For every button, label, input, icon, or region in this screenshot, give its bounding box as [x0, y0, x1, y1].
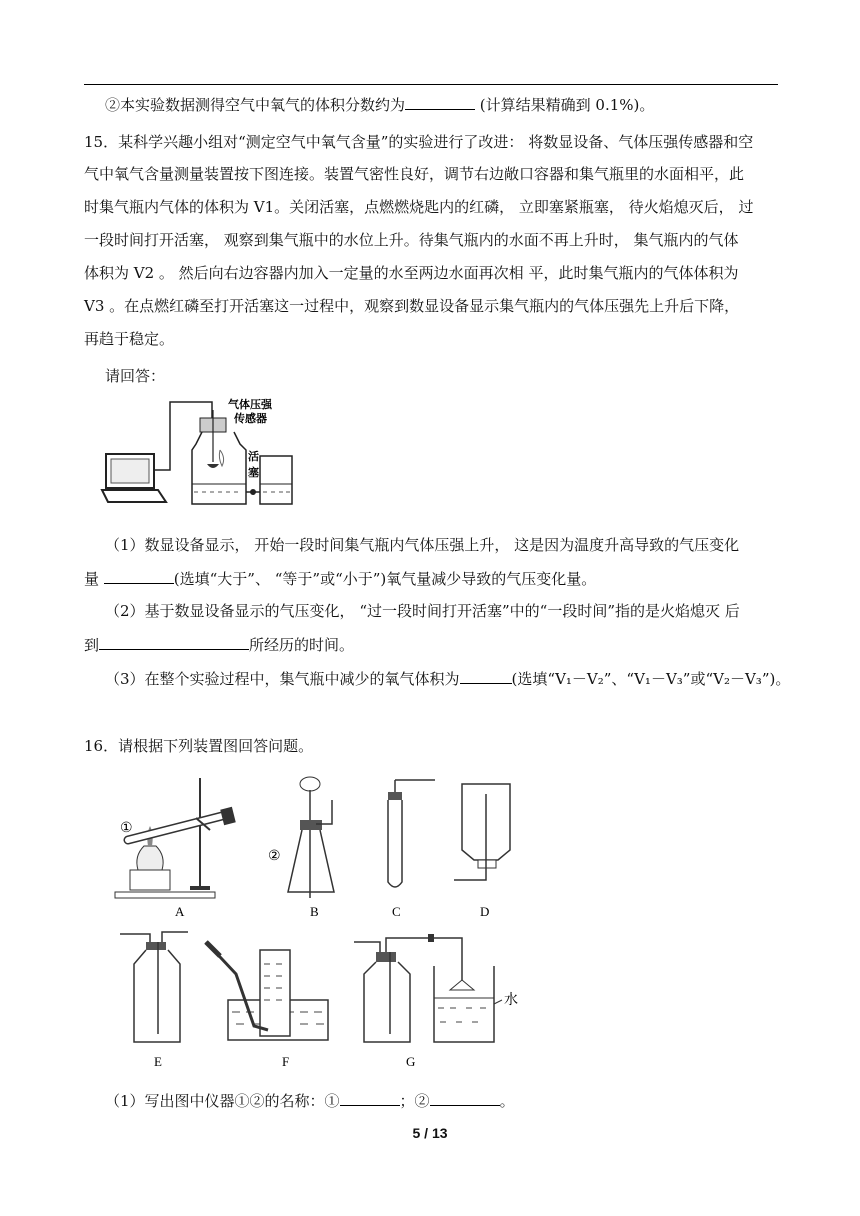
apparatus-c-icon	[388, 780, 435, 887]
q15-sub3: （3）在整个实验过程中，集气瓶中减少的氧气体积为 (选填“V₁－V₂”、“V₁－V₃”或“V₂－V₃”)。	[105, 670, 791, 688]
q15-sub2-line2: 到 所经历的时间。	[84, 636, 355, 654]
q15-line-1: 15．某科学兴趣小组对“测定空气中氧气含量”的实验进行了改进： 将数显设备、气体压强传感器和空	[84, 133, 754, 151]
q16-title: 16．请根据下列装置图回答问题。	[84, 737, 314, 755]
apparatus-d-icon	[454, 784, 510, 880]
valve-label-2: 塞	[248, 466, 259, 479]
apparatus-figure-row2	[110, 930, 530, 1070]
answer-blank[interactable]	[460, 668, 512, 684]
q16-sub1: （1）写出图中仪器①②的名称：① ；② 。	[105, 1092, 515, 1110]
apparatus-b-icon	[288, 777, 334, 898]
sensor-label-2: 传感器	[234, 412, 267, 425]
answer-blank-1[interactable]	[340, 1090, 400, 1106]
label-g: G	[406, 1054, 416, 1069]
header-rule	[84, 84, 778, 85]
q15-sub2-line1: （2）基于数显设备显示的气压变化， “过一段时间打开活塞”中的“一段时间”指的是火焰熄灭 后	[105, 602, 740, 620]
apparatus-f-icon	[206, 942, 328, 1040]
apparatus-e-icon	[120, 932, 188, 1042]
answer-blank[interactable]	[405, 94, 475, 110]
q15-sub1-line1: （1）数显设备显示， 开始一段时间集气瓶内气体压强上升， 这是因为温度升高导致的气压变化	[105, 536, 740, 554]
label-f: F	[282, 1054, 290, 1069]
open-container-icon	[260, 456, 292, 504]
apparatus-a-icon	[115, 778, 236, 898]
sensor-label-1: 气体压强	[228, 398, 272, 411]
pressure-sensor-apparatus-figure	[100, 392, 300, 510]
answer-blank[interactable]	[104, 568, 174, 584]
q15-sub1-line2: 量 (选填“大于”、 “等于”或“小于”)氧气量减少导致的气压变化量。	[84, 570, 597, 588]
water-label: 水	[504, 992, 518, 1008]
q15-line-7: 再趋于稳定。	[84, 330, 175, 348]
q15-line-5: 体积为 V2 。 然后向右边容器内加入一定量的水至两边水面再次相 平，此时集气瓶内的气体体积为	[84, 264, 739, 282]
page-number: 5 / 13	[412, 1125, 448, 1141]
label-e: E	[154, 1054, 162, 1069]
answer-blank-2[interactable]	[430, 1090, 500, 1106]
valve-icon	[250, 489, 256, 495]
apparatus-figure-row1	[110, 770, 540, 920]
apparatus-g-icon	[354, 934, 502, 1042]
marker-2: ②	[268, 848, 281, 864]
q14-part2-line: ②本实验数据测得空气中氧气的体积分数约为 (计算结果精确到 0.1%)。	[105, 96, 655, 114]
laptop-icon	[102, 454, 166, 502]
q15-line-4: 一段时间打开活塞， 观察到集气瓶中的水位上升。待集气瓶内的水面不再上升时， 集气瓶内的气体	[84, 231, 739, 249]
valve-label-1: 活	[248, 450, 259, 463]
q15-line-2: 气中氧气含量测量装置按下图连接。装置气密性良好，调节右边敞口容器和集气瓶里的水面相平，此	[84, 165, 745, 183]
q15-line-6: V3 。在点燃红磷至打开活塞这一过程中，观察到数显设备显示集气瓶内的气体压强先上升后下降，	[84, 297, 740, 315]
answer-blank[interactable]	[99, 634, 249, 650]
label-b: B	[310, 904, 319, 919]
label-c: C	[392, 904, 401, 919]
label-d: D	[480, 904, 490, 919]
label-a: A	[175, 904, 185, 919]
marker-1: ①	[120, 820, 133, 836]
q15-prompt: 请回答：	[105, 367, 166, 385]
q15-line-3: 时集气瓶内气体的体积为 V1。关闭活塞，点燃燃烧匙内的红磷， 立即塞紧瓶塞， 待火焰熄灭后， 过	[84, 198, 754, 216]
